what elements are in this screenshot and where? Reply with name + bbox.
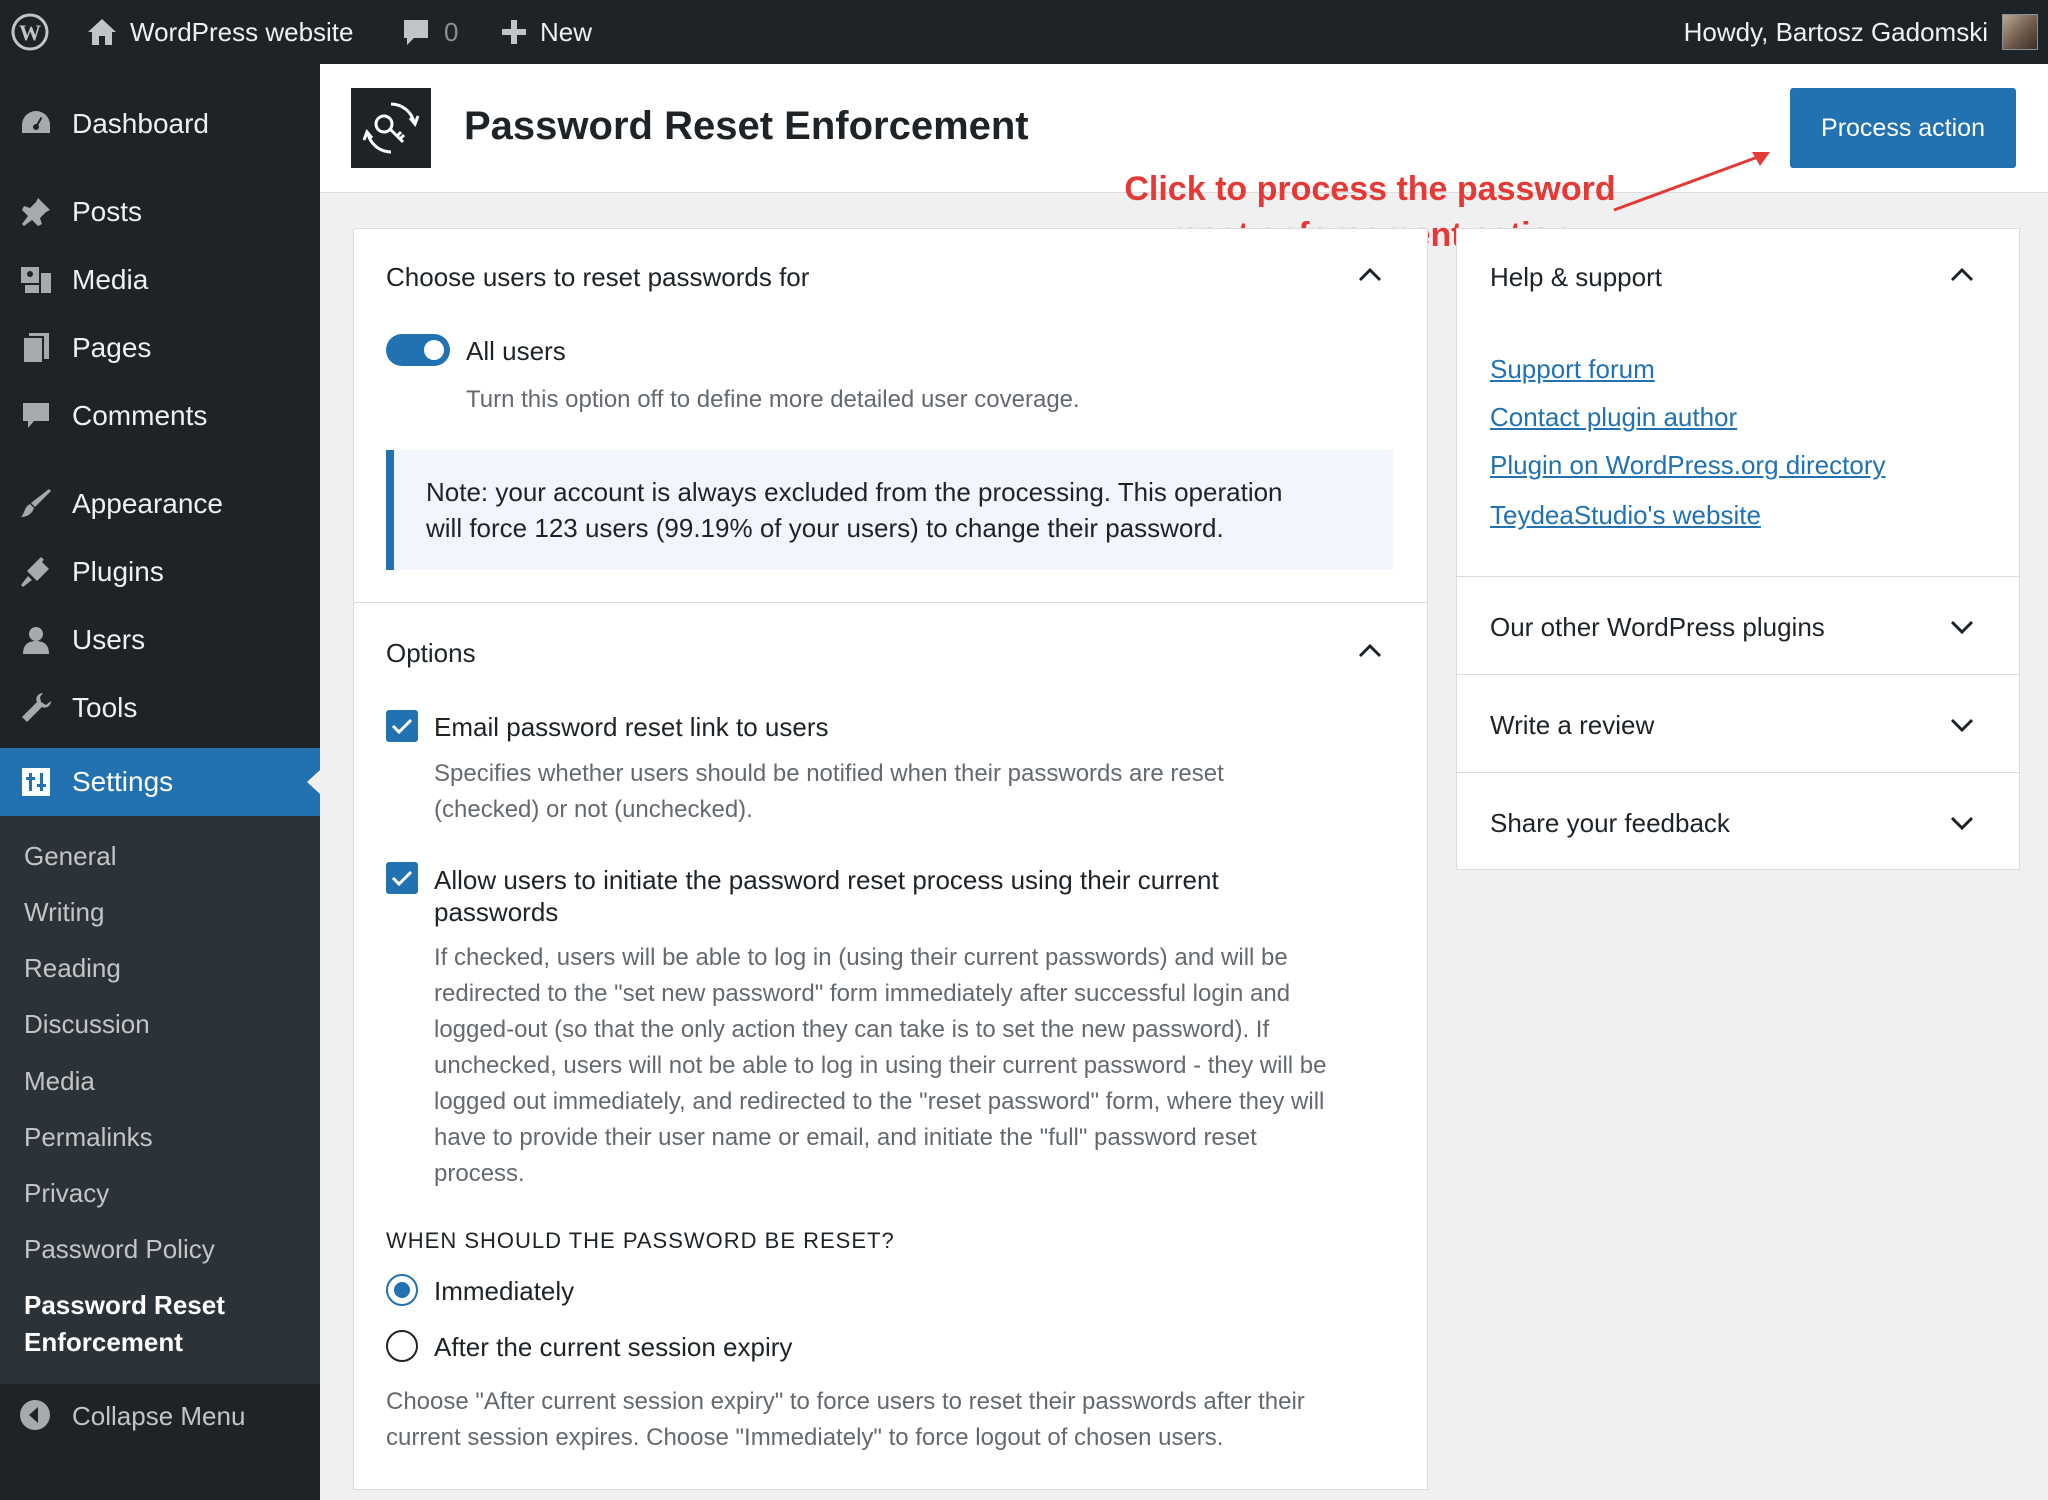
allow-current-password-label (434, 864, 1219, 928)
collapse-menu-button[interactable] (0, 1384, 320, 1448)
chevron-up-icon[interactable] (1948, 262, 1976, 286)
wordpress-logo-icon[interactable] (10, 0, 54, 64)
label-line: Allow users to initiate the password reset process using their current (434, 865, 1219, 895)
chevron-up-icon[interactable] (1356, 638, 1384, 662)
pages-icon (18, 330, 54, 366)
chevron-down-icon[interactable] (1948, 712, 1976, 736)
description-line: (checked) or not (unchecked). (434, 796, 753, 823)
checkmark-icon (391, 717, 413, 735)
notice-line: Note: your account is always excluded from the processing. This operation (426, 477, 1283, 507)
section-divider (1457, 576, 2019, 577)
email-reset-link-description (434, 756, 1224, 828)
share-feedback-toggle[interactable]: Share your feedback (1490, 808, 1730, 838)
brush-icon (18, 486, 54, 522)
description-line: have to provide their user name or email, and initiate the "full" password reset (434, 1124, 1257, 1151)
menu-label: Comments (72, 400, 208, 431)
wrench-icon (18, 690, 54, 726)
menu-label: Tools (72, 692, 138, 723)
submenu-current-line: Password Reset (24, 1290, 225, 1320)
notice-text (426, 474, 1366, 546)
teydeastudio-website-link[interactable]: TeydeaStudio's website (1490, 500, 1761, 530)
section-divider (354, 602, 1427, 603)
plugin-directory-link[interactable]: Plugin on WordPress.org directory (1490, 450, 1886, 480)
description-line: process. (434, 1160, 525, 1187)
description-line: unchecked, users will not be able to log in using their current password - they will be (434, 1052, 1327, 1079)
menu-users[interactable] (0, 606, 320, 674)
pin-icon (18, 194, 54, 230)
menu-plugins[interactable] (0, 538, 320, 606)
collapse-label: Collapse Menu (72, 1400, 246, 1431)
reset-timing-description (386, 1384, 1305, 1456)
all-users-description: Turn this option off to define more detailed user coverage. (466, 386, 1080, 413)
chevron-down-icon[interactable] (1948, 614, 1976, 638)
menu-posts[interactable] (0, 178, 320, 246)
menu-label: Dashboard (72, 108, 209, 139)
support-forum-link[interactable]: Support forum (1490, 354, 1655, 384)
chevron-up-icon[interactable] (1356, 262, 1384, 286)
email-reset-link-label: Email password reset link to users (434, 712, 829, 742)
description-line: logged-out (so that the only action they can take is to set the new password). If (434, 1016, 1270, 1043)
annotation-line: Click to process the password (1124, 170, 1616, 208)
user-account-menu[interactable] (1684, 0, 2038, 64)
contact-author-link[interactable]: Contact plugin author (1490, 402, 1738, 432)
plugin-logo-icon (351, 88, 431, 168)
checkmark-icon (391, 869, 413, 887)
notice-line: will force 123 users (99.19% of your users) to change their password. (426, 513, 1224, 543)
email-reset-link-checkbox[interactable] (386, 710, 418, 742)
media-icon (18, 262, 54, 298)
radio-after-session-expiry-label: After the current session expiry (434, 1332, 793, 1362)
new-content-link[interactable] (500, 0, 592, 64)
user-icon (18, 622, 54, 658)
menu-label: Media (72, 264, 149, 295)
submenu-password-reset-enforcement[interactable] (24, 1287, 225, 1361)
comment-bubble-icon (400, 16, 432, 48)
howdy-text: Howdy, Bartosz Gadomski (1683, 16, 1988, 47)
submenu-password-policy[interactable]: Password Policy (24, 1234, 215, 1264)
write-review-toggle[interactable]: Write a review (1490, 710, 1655, 740)
settings-submenu (0, 816, 320, 1384)
submenu-current-line: Enforcement (24, 1327, 183, 1357)
plug-icon (18, 554, 54, 590)
description-line: Choose "After current session expiry" to force users to reset their passwords after their (386, 1388, 1305, 1415)
description-line: redirected to the "set new password" form immediately after successful login and (434, 980, 1291, 1007)
menu-settings[interactable] (0, 748, 320, 816)
all-users-label: All users (466, 336, 566, 366)
menu-comments[interactable] (0, 382, 320, 450)
label-line: passwords (434, 897, 559, 927)
reset-timing-heading: WHEN SHOULD THE PASSWORD BE RESET? (386, 1228, 895, 1253)
submenu-privacy[interactable]: Privacy (24, 1178, 110, 1208)
submenu-reading[interactable]: Reading (24, 953, 121, 983)
admin-bar (0, 0, 2048, 64)
other-plugins-toggle[interactable]: Our other WordPress plugins (1490, 612, 1825, 642)
description-line: current session expires. Choose "Immediately" to force logout of chosen users. (386, 1424, 1224, 1451)
menu-media[interactable] (0, 246, 320, 314)
all-users-toggle[interactable] (386, 334, 450, 366)
menu-appearance[interactable] (0, 470, 320, 538)
menu-label: Pages (72, 332, 152, 363)
help-support-title: Help & support (1490, 262, 1662, 292)
submenu-discussion[interactable]: Discussion (24, 1009, 150, 1039)
avatar (2002, 14, 2038, 50)
section-divider (1457, 674, 2019, 675)
radio-immediately[interactable] (386, 1274, 418, 1306)
submenu-media[interactable]: Media (24, 1066, 95, 1096)
users-section-title: Choose users to reset passwords for (386, 262, 810, 292)
section-divider (1457, 772, 2019, 773)
description-line: logged out immediately, and redirected to the "reset password" form, where they will (434, 1088, 1325, 1115)
menu-pages[interactable] (0, 314, 320, 382)
submenu-general[interactable]: General (24, 841, 117, 871)
allow-current-password-checkbox[interactable] (386, 862, 418, 894)
menu-label: Users (72, 624, 146, 655)
sliders-icon (18, 764, 54, 800)
radio-after-session-expiry[interactable] (386, 1330, 418, 1362)
options-section-title: Options (386, 638, 476, 668)
menu-dashboard[interactable] (0, 90, 320, 158)
menu-tools[interactable] (0, 674, 320, 742)
process-action-button[interactable]: Process action (1790, 88, 2016, 168)
plus-icon (500, 18, 528, 46)
new-label: New (540, 16, 593, 47)
info-notice (386, 450, 1393, 570)
comments-count: 0 (444, 16, 459, 47)
menu-label: Plugins (72, 556, 164, 587)
svg-text:W: W (19, 20, 41, 45)
help-panel (1456, 228, 2020, 870)
site-name: WordPress website (130, 16, 354, 47)
annotation-arrow-icon (1600, 140, 1780, 220)
description-line: If checked, users will be able to log in (using their current passwords) and will be (434, 944, 1288, 971)
collapse-arrow-icon (18, 1398, 54, 1434)
menu-label: Appearance (72, 488, 224, 519)
page-title: Password Reset Enforcement (464, 104, 1029, 148)
comments-link[interactable] (400, 0, 458, 64)
submenu-permalinks[interactable]: Permalinks (24, 1122, 153, 1152)
radio-immediately-label: Immediately (434, 1276, 575, 1306)
dashboard-icon (18, 106, 54, 142)
home-icon (86, 17, 118, 47)
chevron-down-icon[interactable] (1948, 810, 1976, 834)
allow-current-password-description (434, 940, 1326, 1192)
comment-icon (18, 398, 54, 434)
menu-label: Posts (72, 196, 143, 227)
submenu-writing[interactable]: Writing (24, 897, 105, 927)
menu-label: Settings (72, 766, 174, 797)
description-line: Specifies whether users should be notified when their passwords are reset (434, 760, 1224, 787)
site-name-link[interactable] (86, 0, 354, 64)
